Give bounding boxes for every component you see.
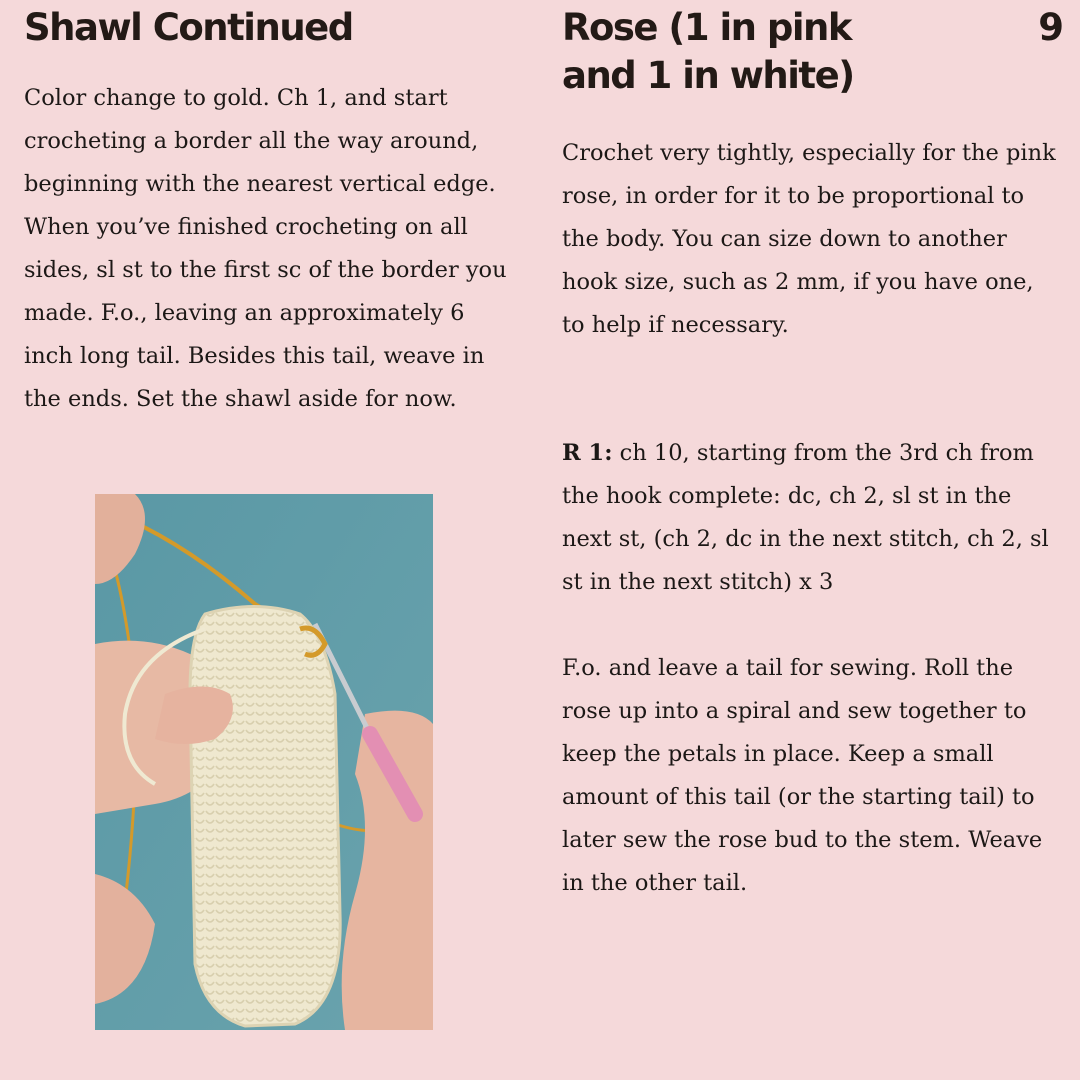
rose-finish-instructions: F.o. and leave a tail for sewing. Roll the rose up into a spiral and sew together to keep the petals in place. Keep a small amount of this tail (or the starting tail) to later sew the rose bud to the stem. Weave in the other tail.: [562, 655, 1043, 896]
round-1-text: ch 10, starting from the 3rd ch from the hook complete: dc, ch 2, sl st in the next st, (ch 2, dc in the next stitch, ch 2, sl st in the next stitch) x 3: [562, 440, 1049, 595]
left-heading: Shawl Continued: [24, 6, 353, 49]
crochet-photo: [95, 494, 433, 1030]
right-heading: Rose (1 in pink and 1 in white): [562, 6, 854, 97]
rose-round-1: [562, 432, 1062, 604]
page-number: 9: [1038, 6, 1064, 49]
rose-intro: Crochet very tightly, especially for the pink rose, in order for it to be proportional to the body. You can size down to another hook size, such as 2 mm, if you have one, to help if necessary.: [562, 140, 1056, 338]
shawl-instructions: Color change to gold. Ch 1, and start crocheting a border all the way around, beginning with the nearest vertical edge. When you’ve finished crocheting on all sides, sl st to the first sc of the border you made. F.o., leaving an approximately 6 inch long tail. Besides this tail, weave in the ends. Set the shawl aside for now.: [24, 85, 507, 412]
round-1-label: R 1:: [562, 440, 613, 466]
